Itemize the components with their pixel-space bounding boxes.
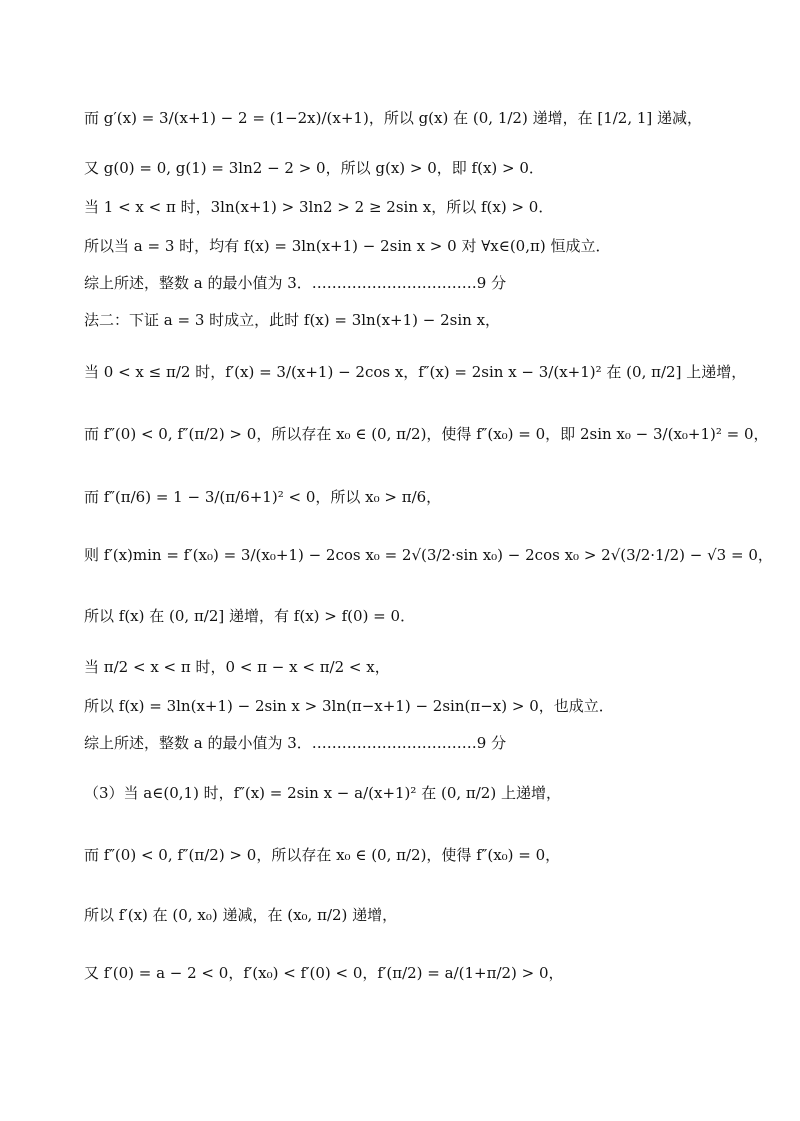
text-line: 所以 f(x) = 3ln(x+1) − 2sin x > 3ln(π−x+1) − 2sin(π−x) > 0，也成立． xyxy=(84,697,614,715)
text-line: 又 f′(0) = a − 2 < 0，f′(x₀) < f′(0) < 0，f′(π/2) = a/(1+π/2) > 0， xyxy=(84,964,564,982)
text-line: 所以当 a = 3 时，均有 f(x) = 3ln(x+1) − 2sin x > 0 对 ∀x∈(0,π) 恒成立． xyxy=(84,237,611,255)
text-line: （3）当 a∈(0,1) 时，f″(x) = 2sin x − a/(x+1)² 在 (0, π/2) 上递增， xyxy=(84,784,561,802)
text-line: 当 1 < x < π 时，3ln(x+1) > 3ln2 > 2 ≥ 2sin x，所以 f(x) > 0． xyxy=(84,198,554,216)
text-line: 所以 f′(x) 在 (0, x₀) 递减，在 (x₀, π/2) 递增， xyxy=(84,906,398,924)
text-line: 当 π/2 < x < π 时，0 < π − x < π/2 < x， xyxy=(84,658,390,676)
text-line: 综上所述，整数 a 的最小值为 3．……………………………9 分 xyxy=(84,734,507,752)
text-line: 当 0 < x ≤ π/2 时，f′(x) = 3/(x+1) − 2cos x，f″(x) = 2sin x − 3/(x+1)² 在 (0, π/2] 上递增， xyxy=(84,363,747,381)
text-line: 综上所述，整数 a 的最小值为 3．……………………………9 分 xyxy=(84,274,507,292)
text-line: 而 g′(x) = 3/(x+1) − 2 = (1−2x)/(x+1)，所以 g(x) 在 (0, 1/2) 递增，在 [1/2, 1] 递减， xyxy=(84,109,703,127)
text-line: 所以 f(x) 在 (0, π/2] 递增，有 f(x) > f(0) = 0． xyxy=(84,607,416,625)
text-line: 法二：下证 a = 3 时成立，此时 f(x) = 3ln(x+1) − 2sin x， xyxy=(84,311,501,329)
text-line: 而 f″(π/6) = 1 − 3/(π/6+1)² < 0，所以 x₀ > π/6， xyxy=(84,488,442,506)
text-line: 而 f″(0) < 0, f″(π/2) > 0，所以存在 x₀ ∈ (0, π/2)，使得 f″(x₀) = 0，即 2sin x₀ − 3/(x₀+1)² = 0， xyxy=(84,425,769,443)
text-line: 而 f″(0) < 0, f″(π/2) > 0，所以存在 x₀ ∈ (0, π/2)，使得 f″(x₀) = 0， xyxy=(84,846,561,864)
text-line: 则 f′(x)min = f′(x₀) = 3/(x₀+1) − 2cos x₀ = 2√(3/2·sin x₀) − 2cos x₀ > 2√(3/2·1/2) − √3 = 0， xyxy=(84,546,773,564)
text-line: 又 g(0) = 0, g(1) = 3ln2 − 2 > 0，所以 g(x) > 0，即 f(x) > 0． xyxy=(84,159,544,177)
